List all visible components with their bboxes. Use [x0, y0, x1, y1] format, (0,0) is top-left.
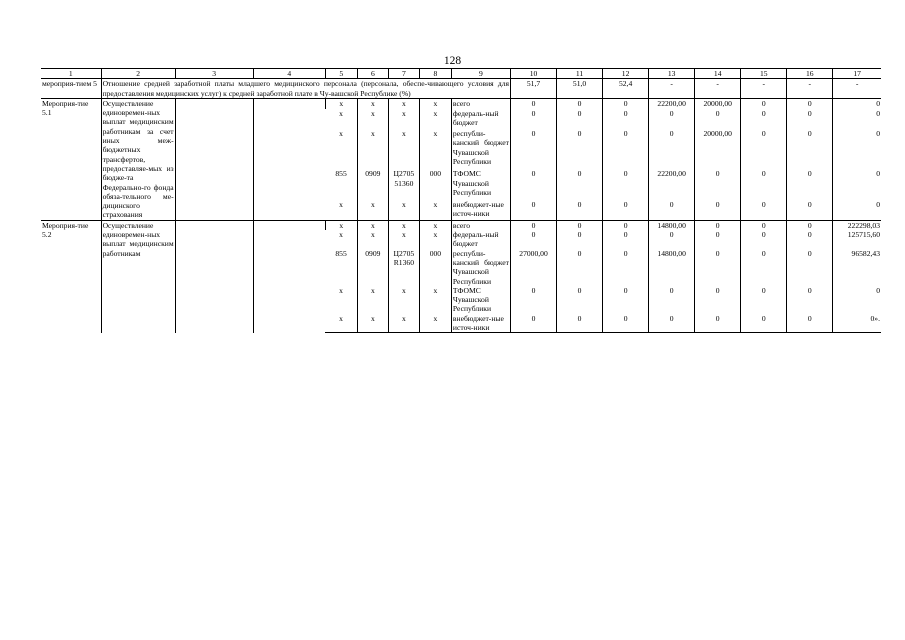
financing-row — [41, 220, 881, 230]
budget-code-section: x — [357, 200, 388, 221]
amount-cell: 0 — [603, 314, 649, 333]
budget-code-section: x — [357, 314, 388, 333]
amount-cell: 0 — [603, 109, 649, 129]
amount-cell: 0 — [557, 230, 603, 249]
amount-cell: 0 — [741, 129, 787, 169]
amount-cell: 0 — [695, 314, 741, 333]
amount-cell: 0 — [557, 220, 603, 230]
amount-cell: 0 — [557, 249, 603, 286]
indicator-value: 51,7 — [510, 79, 556, 99]
amount-cell: 0 — [787, 314, 833, 333]
amount-cell: 0 — [649, 230, 695, 249]
amount-cell: 0 — [833, 169, 881, 199]
budget-code-expense-type: x — [419, 314, 451, 333]
amount-cell: 222298,03 — [833, 220, 881, 230]
budget-code-article: x — [388, 200, 419, 221]
amount-cell: 125715,60 — [833, 230, 881, 249]
column-number-2: 2 — [101, 69, 175, 79]
financing-table — [41, 68, 881, 333]
budget-code-article: x — [388, 230, 419, 249]
amount-cell: 0 — [741, 109, 787, 129]
budget-code-expense-type: x — [419, 98, 451, 109]
amount-cell: 0 — [649, 314, 695, 333]
amount-cell: 0 — [557, 200, 603, 221]
budget-code-expense-type: x — [419, 230, 451, 249]
column-number-9: 9 — [451, 69, 510, 79]
column-number-14: 14 — [695, 69, 741, 79]
amount-cell: 0 — [557, 109, 603, 129]
amount-cell: 0 — [787, 200, 833, 221]
amount-cell: 0 — [695, 109, 741, 129]
amount-cell: 0 — [557, 169, 603, 199]
indicator-value: - — [741, 79, 787, 99]
amount-cell: 22200,00 — [649, 169, 695, 199]
budget-code-article: Ц2705 R1360 — [388, 249, 419, 286]
amount-cell: 0 — [695, 249, 741, 286]
amount-cell: 27000,00 — [510, 249, 556, 286]
budget-code-section: x — [357, 98, 388, 109]
amount-cell: 0». — [833, 314, 881, 333]
responsible-executor-cell — [175, 98, 253, 220]
co-executor-cell — [253, 98, 325, 220]
amount-cell: 14800,00 — [649, 249, 695, 286]
column-number-row — [41, 69, 881, 79]
funding-source: федераль-ный бюджет — [451, 230, 510, 249]
amount-cell: 0 — [603, 129, 649, 169]
funding-source: федераль-ный бюджет — [451, 109, 510, 129]
amount-cell: 0 — [695, 200, 741, 221]
amount-cell: 0 — [741, 314, 787, 333]
amount-cell: 0 — [510, 220, 556, 230]
amount-cell: 0 — [649, 200, 695, 221]
funding-source: ТФОМС Чувашской Республики — [451, 286, 510, 314]
column-number-10: 10 — [510, 69, 556, 79]
amount-cell: 0 — [557, 286, 603, 314]
indicator-row — [41, 79, 881, 99]
amount-cell: 0 — [695, 230, 741, 249]
column-number-13: 13 — [649, 69, 695, 79]
budget-code-grbs: x — [339, 108, 343, 118]
column-number-11: 11 — [557, 69, 603, 79]
budget-code-article: x — [388, 314, 419, 333]
column-number-12: 12 — [603, 69, 649, 79]
budget-code-article: Ц2705 51360 — [388, 169, 419, 199]
budget-code-grbs: x — [325, 98, 357, 109]
amount-cell: 0 — [603, 249, 649, 286]
co-executor-cell — [253, 220, 325, 333]
indicator-value: 52,4 — [603, 79, 649, 99]
amount-cell: 0 — [833, 129, 881, 169]
amount-cell: 0 — [741, 230, 787, 249]
column-number-8: 8 — [419, 69, 451, 79]
amount-cell: 0 — [603, 169, 649, 199]
budget-code-grbs: x — [339, 199, 343, 209]
budget-code-grbs: x — [339, 230, 343, 240]
indicator-value: - — [833, 79, 881, 99]
budget-code-grbs: 855 — [335, 169, 347, 179]
column-number-17: 17 — [833, 69, 881, 79]
amount-cell: 0 — [787, 109, 833, 129]
indicator-value: - — [649, 79, 695, 99]
funding-source: всего — [451, 220, 510, 230]
amount-cell: 0 — [603, 230, 649, 249]
amount-cell: 0 — [741, 220, 787, 230]
responsible-executor-cell — [175, 220, 253, 333]
amount-cell: 0 — [787, 249, 833, 286]
amount-cell: 0 — [787, 220, 833, 230]
amount-cell: 0 — [603, 200, 649, 221]
column-number-1: 1 — [41, 69, 101, 79]
indicator-value: - — [695, 79, 741, 99]
amount-cell: 0 — [787, 98, 833, 109]
amount-cell: 0 — [833, 200, 881, 221]
budget-code-expense-type: x — [419, 109, 451, 129]
indicator-value: - — [787, 79, 833, 99]
financing-row — [41, 98, 881, 109]
amount-cell: 14800,00 — [649, 220, 695, 230]
amount-cell: 20000,00 — [695, 98, 741, 109]
measure-title: Мероприя-тие 5.1 — [41, 98, 101, 220]
budget-code-section: x — [357, 220, 388, 230]
funding-source: внебюджет-ные источ-ники — [451, 314, 510, 333]
budget-code-section: x — [357, 109, 388, 129]
amount-cell: 0 — [741, 200, 787, 221]
amount-cell: 0 — [787, 230, 833, 249]
amount-cell: 0 — [741, 286, 787, 314]
budget-code-grbs: x — [339, 285, 343, 295]
amount-cell: 0 — [833, 98, 881, 109]
column-number-15: 15 — [741, 69, 787, 79]
amount-cell: 0 — [510, 314, 556, 333]
budget-code-section: 0909 — [357, 169, 388, 199]
budget-code-expense-type: 000 — [419, 169, 451, 199]
budget-code-grbs: x — [325, 220, 357, 230]
measure-description: Осуществление единовремен-ных выплат медицинским работникам — [101, 220, 175, 333]
funding-source: всего — [451, 98, 510, 109]
amount-cell: 0 — [510, 169, 556, 199]
amount-cell: 0 — [833, 286, 881, 314]
budget-code-expense-type: 000 — [419, 249, 451, 286]
amount-cell: 0 — [510, 200, 556, 221]
measure-label: мероприя-тием 5 — [41, 79, 101, 99]
budget-code-expense-type: x — [419, 286, 451, 314]
budget-code-grbs: x — [339, 129, 343, 139]
amount-cell: 0 — [557, 129, 603, 169]
amount-cell: 20000,00 — [695, 129, 741, 169]
amount-cell: 0 — [741, 169, 787, 199]
budget-code-section: x — [357, 129, 388, 169]
budget-code-expense-type: x — [419, 129, 451, 169]
amount-cell: 0 — [510, 230, 556, 249]
budget-code-article: x — [388, 98, 419, 109]
amount-cell: 0 — [510, 109, 556, 129]
amount-cell: 0 — [510, 286, 556, 314]
amount-cell: 0 — [695, 220, 741, 230]
column-number-16: 16 — [787, 69, 833, 79]
amount-cell: 96582,43 — [833, 249, 881, 286]
budget-code-expense-type: x — [419, 220, 451, 230]
budget-code-section: x — [357, 286, 388, 314]
budget-code-grbs: x — [325, 314, 357, 333]
funding-source: внебюджет-ные источ-ники — [451, 200, 510, 221]
amount-cell: 0 — [649, 109, 695, 129]
indicator-value: 51,0 — [557, 79, 603, 99]
budget-code-section: 0909 — [357, 249, 388, 286]
amount-cell: 0 — [557, 314, 603, 333]
budget-code-article: x — [388, 286, 419, 314]
amount-cell: 0 — [695, 286, 741, 314]
indicator-text: Отношение средней заработной платы младшего медицинского персонала (персонала, обеспе-чивающего условия для предоставления медицинских услуг) к средней заработной плате в Чу-вашской Республике (%) — [102, 79, 509, 98]
amount-cell: 0 — [603, 286, 649, 314]
amount-cell: 0 — [695, 169, 741, 199]
amount-cell: 0 — [649, 129, 695, 169]
budget-code-article: x — [388, 109, 419, 129]
amount-cell: 0 — [603, 220, 649, 230]
amount-cell: 0 — [741, 98, 787, 109]
amount-cell: 0 — [787, 169, 833, 199]
budget-code-article: x — [388, 129, 419, 169]
measure-title: Мероприя-тие 5.2 — [41, 220, 101, 333]
amount-cell: 0 — [741, 249, 787, 286]
budget-code-article: x — [388, 220, 419, 230]
column-number-3: 3 — [175, 69, 253, 79]
amount-cell: 22200,00 — [649, 98, 695, 109]
amount-cell: 0 — [557, 98, 603, 109]
amount-cell: 0 — [649, 286, 695, 314]
budget-code-section: x — [357, 230, 388, 249]
measure-description: Осуществление единовремен-ных выплат медицинским работникам за счет иных меж-бюджетных трансфертов, предоставляе-мых из бюдже-та Федерально-го фонда обяза-тельного ме-дицинского страхования — [102, 98, 174, 220]
budget-code-expense-type: x — [419, 200, 451, 221]
funding-source: республи-канский бюджет Чувашской Республики — [451, 129, 510, 169]
page-number: 128 — [443, 55, 462, 67]
budget-code-grbs: 855 — [335, 248, 347, 258]
amount-cell: 0 — [833, 109, 881, 129]
amount-cell: 0 — [787, 286, 833, 314]
amount-cell: 0 — [787, 129, 833, 169]
funding-source: ТФОМС Чувашской Республики — [451, 169, 510, 199]
column-number-6: 6 — [357, 69, 388, 79]
column-number-5: 5 — [325, 69, 357, 79]
funding-source: республи-канский бюджет Чувашской Республики — [452, 248, 509, 286]
column-number-4: 4 — [253, 69, 325, 79]
column-number-7: 7 — [388, 69, 419, 79]
amount-cell: 0 — [603, 98, 649, 109]
amount-cell: 0 — [510, 98, 556, 109]
amount-cell: 0 — [510, 129, 556, 169]
